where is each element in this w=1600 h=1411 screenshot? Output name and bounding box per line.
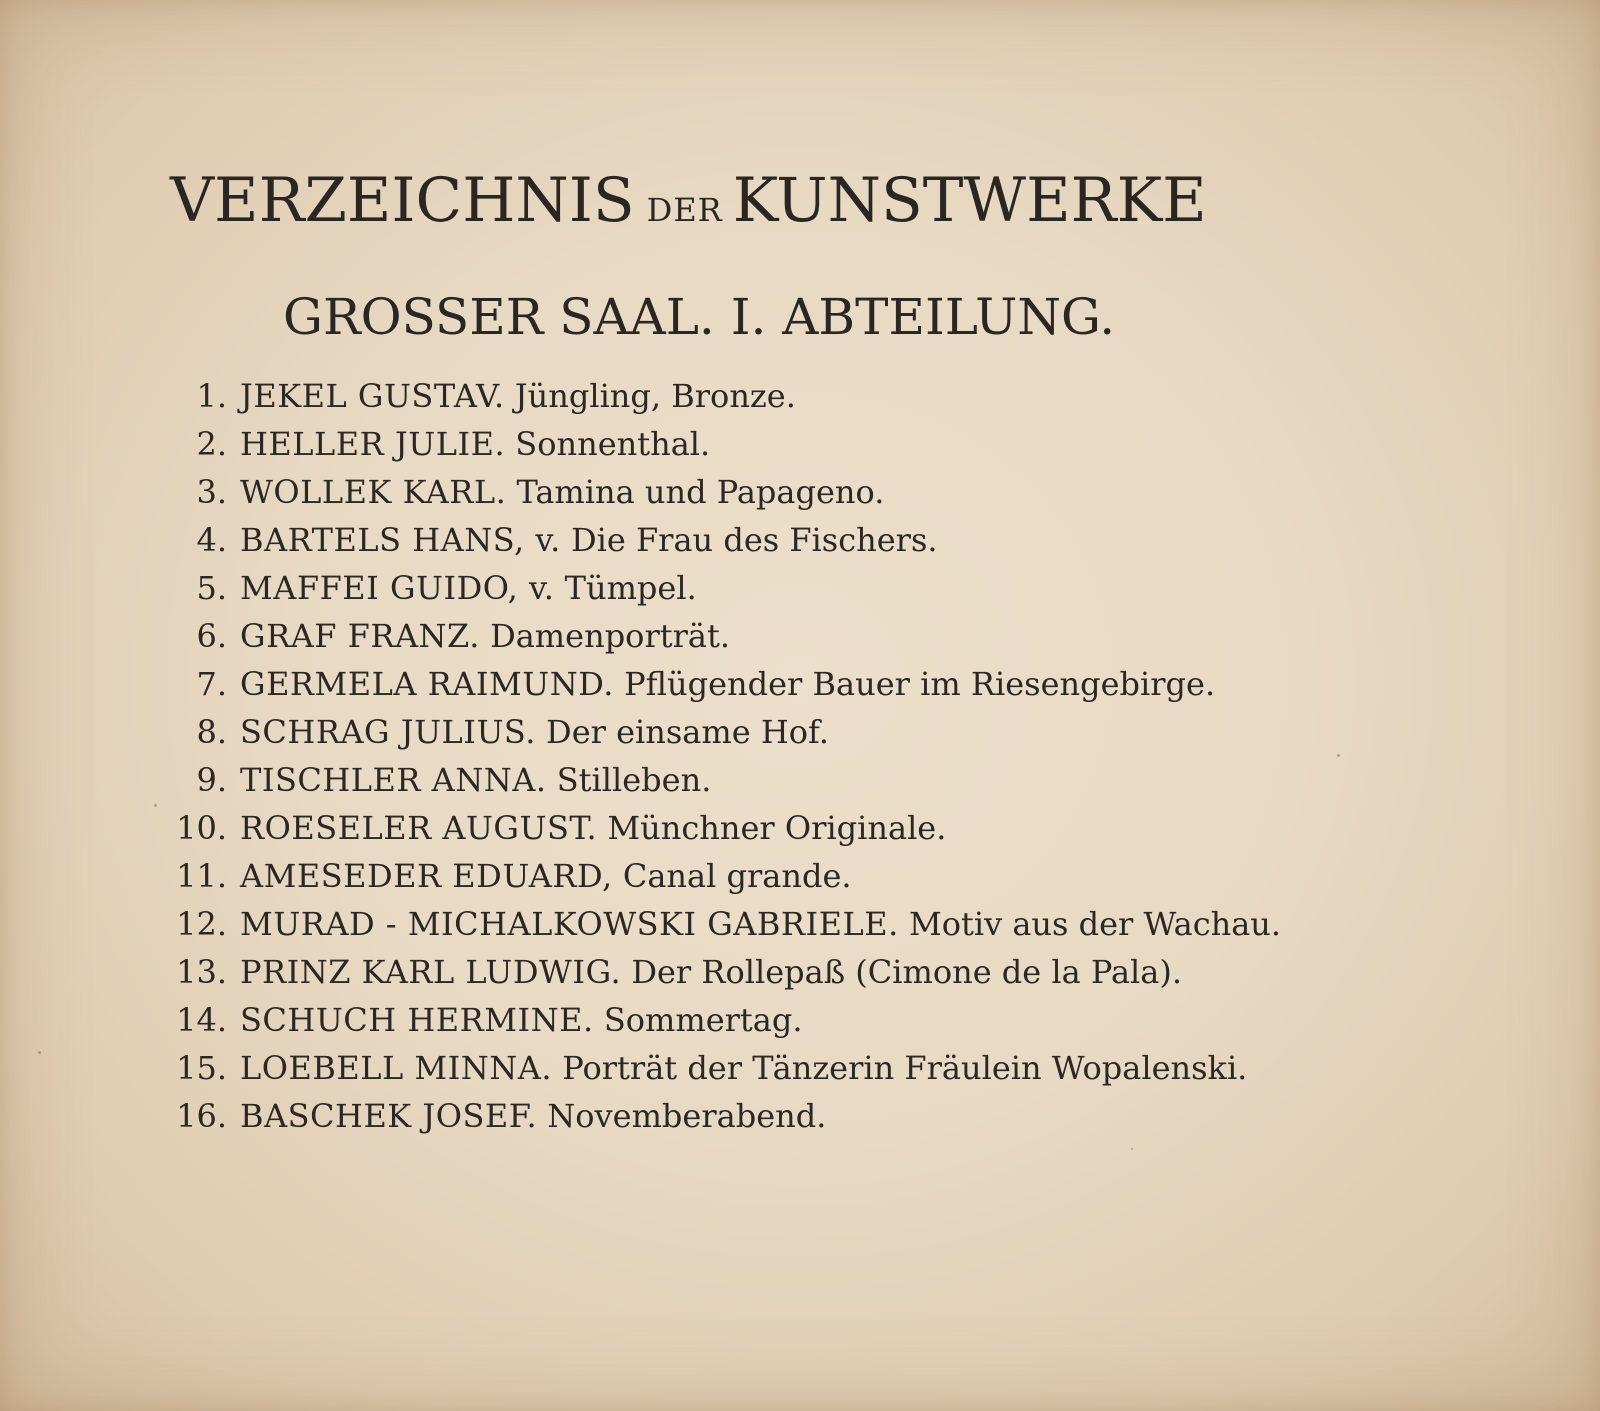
list-item bbox=[160, 372, 1340, 420]
entry-work: Der Rollepaß (Cimone de la Pala). bbox=[631, 953, 1183, 991]
list-item bbox=[160, 1092, 1340, 1140]
entry-artist: PRINZ KARL LUDWIG. bbox=[240, 953, 622, 991]
entry-text bbox=[240, 1044, 1340, 1092]
entry-text bbox=[240, 708, 1340, 756]
entry-work: Die Frau des Fischers. bbox=[570, 521, 938, 559]
entry-number: 2. bbox=[196, 425, 227, 463]
list-item bbox=[160, 660, 1340, 708]
entry-work: Novemberabend. bbox=[547, 1097, 827, 1135]
entry-number: 11. bbox=[176, 857, 227, 895]
list-item bbox=[160, 708, 1340, 756]
entry-number: 16. bbox=[176, 1097, 227, 1135]
list-item bbox=[160, 996, 1340, 1044]
title-part-der: DER bbox=[646, 191, 723, 229]
list-item bbox=[160, 468, 1340, 516]
list-item bbox=[160, 852, 1340, 900]
entry-artist: LOEBELL MINNA. bbox=[240, 1049, 553, 1087]
entry-text bbox=[240, 420, 1340, 468]
paper-speck bbox=[154, 804, 157, 807]
entry-work: Sommertag. bbox=[603, 1001, 803, 1039]
artwork-list bbox=[160, 372, 1340, 1140]
entry-work: Stilleben. bbox=[556, 761, 712, 799]
list-item bbox=[160, 564, 1340, 612]
entry-text bbox=[240, 948, 1340, 996]
list-item bbox=[160, 612, 1340, 660]
entry-artist: AMESEDER EDUARD, bbox=[240, 857, 613, 895]
entry-work: Tümpel. bbox=[564, 569, 697, 607]
entry-number: 13. bbox=[176, 953, 227, 991]
list-item bbox=[160, 804, 1340, 852]
paper-speck bbox=[1131, 1148, 1133, 1150]
entry-artist: BARTELS HANS, v. bbox=[240, 521, 561, 559]
entry-work: Der einsame Hof. bbox=[546, 713, 829, 751]
list-item bbox=[160, 948, 1340, 996]
entry-artist: GERMELA RAIMUND. bbox=[240, 665, 614, 703]
entry-text bbox=[240, 612, 1340, 660]
entry-artist: WOLLEK KARL. bbox=[240, 473, 507, 511]
entry-number: 7. bbox=[196, 665, 227, 703]
entry-text bbox=[240, 372, 1340, 420]
entry-artist: HELLER JULIE. bbox=[240, 425, 506, 463]
entry-work: Canal grande. bbox=[622, 857, 852, 895]
section-title: GROSSER SAAL. I. ABTEILUNG. bbox=[283, 288, 1116, 346]
entry-number: 15. bbox=[176, 1049, 227, 1087]
entry-number: 3. bbox=[196, 473, 227, 511]
entry-text bbox=[240, 756, 1340, 804]
entry-artist: MAFFEI GUIDO, v. bbox=[240, 569, 555, 607]
title-part-kunstwerke: KUNSTWERKE bbox=[732, 165, 1207, 236]
entry-artist: SCHUCH HERMINE. bbox=[240, 1001, 594, 1039]
entry-work: Jüngling, Bronze. bbox=[514, 377, 796, 415]
entry-artist: JEKEL GUSTAV. bbox=[240, 377, 505, 415]
entry-number: 1. bbox=[196, 377, 227, 415]
entry-text bbox=[240, 564, 1340, 612]
paper-speck bbox=[1337, 754, 1340, 757]
page-title bbox=[170, 160, 1350, 251]
entry-work: Münchner Originale. bbox=[607, 809, 947, 847]
entry-work: Tamina und Papageno. bbox=[516, 473, 885, 511]
entry-artist: SCHRAG JULIUS. bbox=[240, 713, 536, 751]
entry-work: Sonnenthal. bbox=[515, 425, 711, 463]
entry-text bbox=[240, 900, 1340, 948]
entry-text bbox=[240, 852, 1340, 900]
entry-number: 4. bbox=[196, 521, 227, 559]
entry-number: 6. bbox=[196, 617, 227, 655]
entry-artist: MURAD - MICHALKOWSKI GABRIELE. bbox=[240, 905, 899, 943]
entry-artist: GRAF FRANZ. bbox=[240, 617, 480, 655]
entry-number: 9. bbox=[196, 761, 227, 799]
entry-text bbox=[240, 516, 1340, 564]
list-item bbox=[160, 420, 1340, 468]
entry-artist: TISCHLER ANNA. bbox=[240, 761, 547, 799]
entry-number: 8. bbox=[196, 713, 227, 751]
list-item bbox=[160, 1044, 1340, 1092]
entry-work: Damenporträt. bbox=[490, 617, 730, 655]
entry-text bbox=[240, 1092, 1340, 1140]
entry-work: Porträt der Tänzerin Fräulein Wopalenski. bbox=[562, 1049, 1248, 1087]
entry-artist: BASCHEK JOSEF. bbox=[240, 1097, 538, 1135]
entry-number: 12. bbox=[176, 905, 227, 943]
entry-work: Motiv aus der Wachau. bbox=[908, 905, 1282, 943]
list-item bbox=[160, 516, 1340, 564]
entry-text bbox=[240, 996, 1340, 1044]
entry-work: Pflügender Bauer im Riesengebirge. bbox=[624, 665, 1216, 703]
entry-number: 10. bbox=[176, 809, 227, 847]
entry-text bbox=[240, 804, 1340, 852]
entry-text bbox=[240, 468, 1340, 516]
paper-speck bbox=[38, 1051, 41, 1054]
list-item bbox=[160, 900, 1340, 948]
entry-number: 5. bbox=[196, 569, 227, 607]
list-item bbox=[160, 756, 1340, 804]
title-part-verzeichnis: VERZEICHNIS bbox=[170, 165, 635, 236]
entry-artist: ROESELER AUGUST. bbox=[240, 809, 598, 847]
entry-number: 14. bbox=[176, 1001, 227, 1039]
entry-text bbox=[240, 660, 1340, 708]
